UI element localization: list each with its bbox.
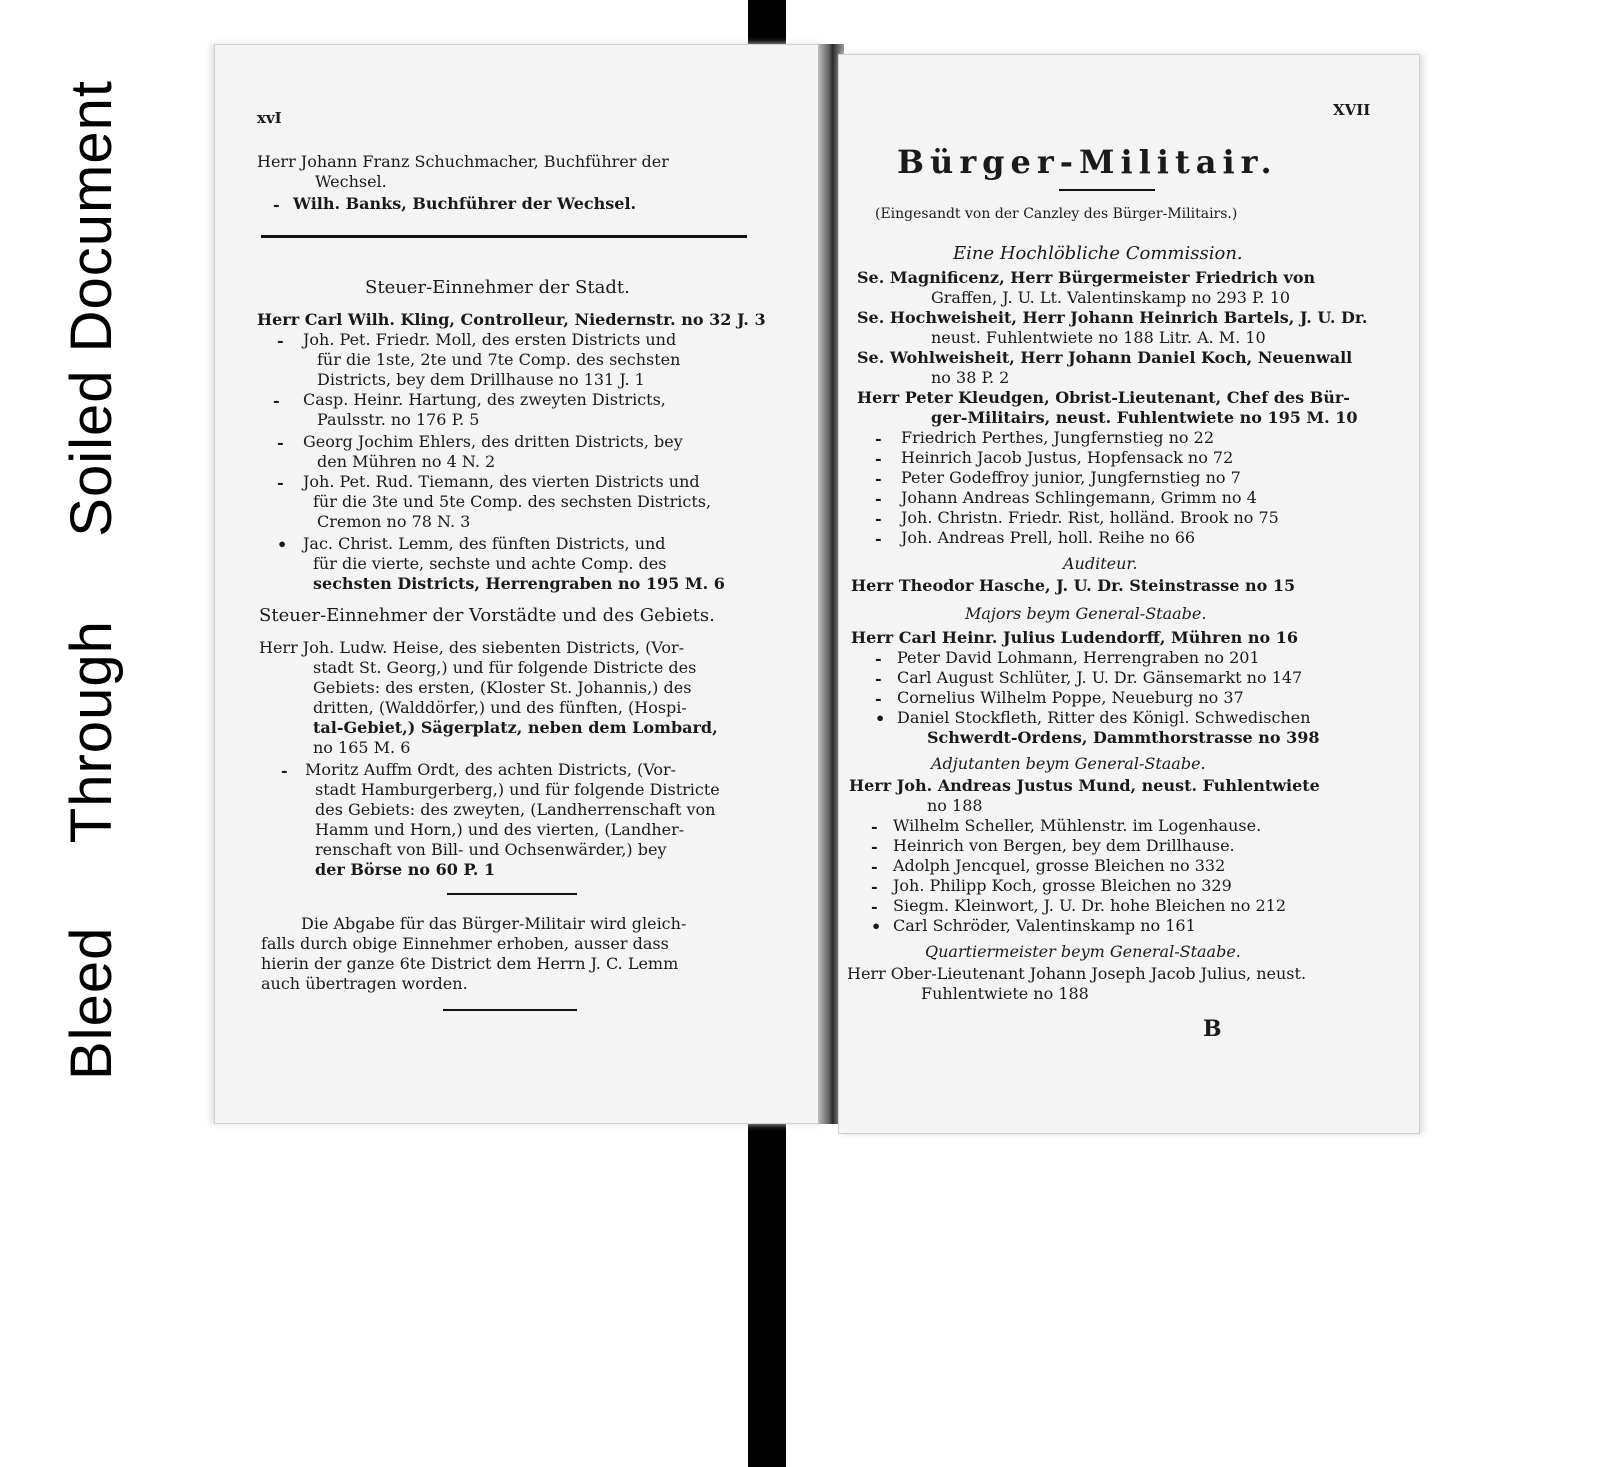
list-item: der Börse no 60 P. 1 bbox=[315, 860, 496, 879]
list-item: Georg Jochim Ehlers, des dritten Districts, bey bbox=[303, 432, 683, 451]
ditto-mark: • bbox=[871, 917, 882, 936]
list-item: Wilhelm Scheller, Mühlenstr. im Logenhause. bbox=[893, 816, 1262, 835]
right-page bbox=[838, 54, 1420, 1134]
list-item: Joh. Andreas Prell, holl. Reihe no 66 bbox=[901, 528, 1196, 547]
ditto-mark: - bbox=[875, 509, 882, 528]
note-line: Die Abgabe für das Bürger-Militair wird gleich- bbox=[301, 914, 687, 933]
list-item: Cornelius Wilhelm Poppe, Neueburg no 37 bbox=[897, 688, 1244, 707]
side-label-word-2: Through bbox=[58, 620, 124, 844]
list-item: Friedrich Perthes, Jungfernstieg no 22 bbox=[901, 428, 1214, 447]
list-item: Se. Magnificenz, Herr Bürgermeister Friedrich von bbox=[857, 268, 1316, 287]
ditto-mark: - bbox=[875, 529, 882, 548]
list-item: ger-Militairs, neust. Fuhlentwiete no 195 M. 10 bbox=[931, 408, 1358, 427]
list-item: des Gebiets: des zweyten, (Landherrenschaft von bbox=[315, 800, 716, 819]
list-item: sechsten Districts, Herrengraben no 195 M. 6 bbox=[313, 574, 725, 593]
list-item: Siegm. Kleinwort, J. U. Dr. hohe Bleichen no 212 bbox=[893, 896, 1287, 915]
top-entry: Wilh. Banks, Buchführer der Wechsel. bbox=[293, 194, 637, 213]
ditto-mark: - bbox=[875, 429, 882, 448]
ditto-mark: - bbox=[875, 689, 882, 708]
list-item: Herr Theodor Hasche, J. U. Dr. Steinstrasse no 15 bbox=[851, 576, 1296, 595]
list-item: Hamm und Horn,) und des vierten, (Landher- bbox=[315, 820, 685, 839]
list-item: Peter David Lohmann, Herrengraben no 201 bbox=[897, 648, 1260, 667]
list-item: für die 3te und 5te Comp. des sechsten Districts, bbox=[313, 492, 712, 511]
list-item: Paulsstr. no 176 P. 5 bbox=[317, 410, 480, 429]
ditto-mark: - bbox=[875, 449, 882, 468]
list-item: Herr Carl Heinr. Julius Ludendorff, Mühren no 16 bbox=[851, 628, 1298, 647]
list-item: Graffen, J. U. Lt. Valentinskamp no 293 P. 10 bbox=[931, 288, 1291, 307]
list-item: Fuhlentwiete no 188 bbox=[921, 984, 1089, 1003]
list-item: Herr Ober-Lieutenant Johann Joseph Jacob Julius, neust. bbox=[847, 964, 1307, 983]
list-item: stadt Hamburgerberg,) und für folgende Districte bbox=[315, 780, 720, 799]
list-item: Carl Schröder, Valentinskamp no 161 bbox=[893, 916, 1196, 935]
ditto-mark: • bbox=[875, 709, 886, 728]
section-title: Adjutanten beym General-Staabe. bbox=[931, 754, 1206, 773]
list-item: stadt St. Georg,) und für folgende Districte des bbox=[313, 658, 697, 677]
short-divider bbox=[443, 1009, 577, 1011]
list-item: Herr Peter Kleudgen, Obrist-Lieutenant, Chef des Bür- bbox=[857, 388, 1350, 407]
side-label-word-3: Soiled Document bbox=[58, 80, 124, 537]
list-item: Joh. Pet. Friedr. Moll, des ersten Districts und bbox=[303, 330, 677, 349]
list-item: no 38 P. 2 bbox=[931, 368, 1010, 387]
list-item: Heinrich von Bergen, bey dem Drillhause. bbox=[893, 836, 1235, 855]
list-item: Schwerdt-Ordens, Dammthorstrasse no 398 bbox=[927, 728, 1320, 747]
list-item: Herr Carl Wilh. Kling, Controlleur, Niedernstr. no 32 J. 3 bbox=[257, 310, 766, 329]
list-item: den Mühren no 4 N. 2 bbox=[317, 452, 496, 471]
spine-bottom bbox=[748, 1120, 786, 1467]
page-subtitle: (Eingesandt von der Canzley des Bürger-Militairs.) bbox=[875, 206, 1238, 222]
section-title: Auditeur. bbox=[1063, 554, 1138, 573]
side-label-word-1: Bleed bbox=[58, 926, 124, 1080]
list-item: Gebiets: des ersten, (Kloster St. Johannis,) des bbox=[313, 678, 692, 697]
list-item: Moritz Auffm Ordt, des achten Districts, (Vor- bbox=[305, 760, 677, 779]
list-item: Daniel Stockfleth, Ritter des Königl. Schwedischen bbox=[897, 708, 1311, 727]
left-page-number: xvI bbox=[257, 109, 282, 127]
divider bbox=[261, 235, 747, 238]
short-divider bbox=[447, 893, 577, 895]
ditto-mark: - bbox=[875, 649, 882, 668]
list-item: Heinrich Jacob Justus, Hopfensack no 72 bbox=[901, 448, 1234, 467]
ditto-mark: - bbox=[277, 331, 284, 350]
list-item: Jac. Christ. Lemm, des fünften Districts, und bbox=[303, 534, 666, 553]
list-item: Joh. Philipp Koch, grosse Bleichen no 329 bbox=[893, 876, 1232, 895]
signature-mark: B bbox=[1203, 1016, 1222, 1042]
list-item: Casp. Heinr. Hartung, des zweyten Districts, bbox=[303, 390, 666, 409]
page-title: Bürger-Militair. bbox=[897, 143, 1278, 181]
ditto-mark: - bbox=[871, 837, 878, 856]
list-item: dritten, (Walddörfer,) und des fünften, (Hospi- bbox=[313, 698, 687, 717]
ditto-mark: - bbox=[875, 669, 882, 688]
ditto-mark: • bbox=[277, 535, 288, 554]
ditto-mark: - bbox=[871, 857, 878, 876]
ditto-mark: - bbox=[875, 489, 882, 508]
list-item: Joh. Christn. Friedr. Rist, holländ. Brook no 75 bbox=[901, 508, 1279, 527]
spine-top bbox=[748, 0, 786, 46]
section-title: Majors beym General-Staabe. bbox=[965, 604, 1207, 623]
list-item: neust. Fuhlentwiete no 188 Litr. A. M. 10 bbox=[931, 328, 1266, 347]
list-item: für die vierte, sechste und achte Comp. des bbox=[313, 554, 667, 573]
top-entry: Wechsel. bbox=[315, 172, 387, 191]
ditto-mark: - bbox=[277, 433, 284, 452]
list-item: Herr Joh. Andreas Justus Mund, neust. Fuhlentwiete bbox=[849, 776, 1320, 795]
note-line: hierin der ganze 6te District dem Herrn J. C. Lemm bbox=[261, 954, 679, 973]
list-item: Se. Wohlweisheit, Herr Johann Daniel Koch, Neuenwall bbox=[857, 348, 1353, 367]
ditto-mark: - bbox=[281, 761, 288, 780]
list-item: Se. Hochweisheit, Herr Johann Heinrich Bartels, J. U. Dr. bbox=[857, 308, 1368, 327]
list-item: renschaft von Bill- und Ochsenwärder,) bey bbox=[315, 840, 667, 859]
list-item: tal-Gebiet,) Sägerplatz, neben dem Lombard, bbox=[313, 718, 718, 737]
list-item: Johann Andreas Schlingemann, Grimm no 4 bbox=[901, 488, 1257, 507]
list-item: Carl August Schlüter, J. U. Dr. Gänsemarkt no 147 bbox=[897, 668, 1303, 687]
list-item: no 188 bbox=[927, 796, 983, 815]
list-item: no 165 M. 6 bbox=[313, 738, 411, 757]
list-item: Districts, bey dem Drillhause no 131 J. 1 bbox=[317, 370, 645, 389]
section-title: Eine Hochlöbliche Commission. bbox=[953, 243, 1243, 264]
list-item: für die 1ste, 2te und 7te Comp. des sechsten bbox=[317, 350, 681, 369]
ditto-mark: - bbox=[871, 897, 878, 916]
section-title: Steuer-Einnehmer der Vorstädte und des Gebiets. bbox=[259, 605, 715, 626]
ditto-mark: - bbox=[273, 195, 280, 214]
list-item: Peter Godeffroy junior, Jungfernstieg no 7 bbox=[901, 468, 1241, 487]
section-title: Quartiermeister beym General-Staabe. bbox=[925, 942, 1241, 961]
top-entry: Herr Johann Franz Schuchmacher, Buchführer der bbox=[257, 152, 669, 171]
right-page-number: XVII bbox=[1333, 101, 1371, 119]
list-item: Joh. Pet. Rud. Tiemann, des vierten Districts und bbox=[303, 472, 700, 491]
short-divider bbox=[1059, 189, 1155, 191]
left-page bbox=[214, 44, 826, 1124]
note-line: falls durch obige Einnehmer erhoben, ausser dass bbox=[261, 934, 669, 953]
list-item: Cremon no 78 N. 3 bbox=[317, 512, 471, 531]
ditto-mark: - bbox=[875, 469, 882, 488]
side-label bbox=[36, 80, 146, 1080]
ditto-mark: - bbox=[871, 877, 878, 896]
ditto-mark: - bbox=[277, 473, 284, 492]
list-item: Herr Joh. Ludw. Heise, des siebenten Districts, (Vor- bbox=[259, 638, 685, 657]
ditto-mark: - bbox=[273, 391, 280, 410]
list-item: Adolph Jencquel, grosse Bleichen no 332 bbox=[893, 856, 1226, 875]
section-title: Steuer-Einnehmer der Stadt. bbox=[365, 277, 630, 298]
note-line: auch übertragen worden. bbox=[261, 974, 468, 993]
ditto-mark: - bbox=[871, 817, 878, 836]
